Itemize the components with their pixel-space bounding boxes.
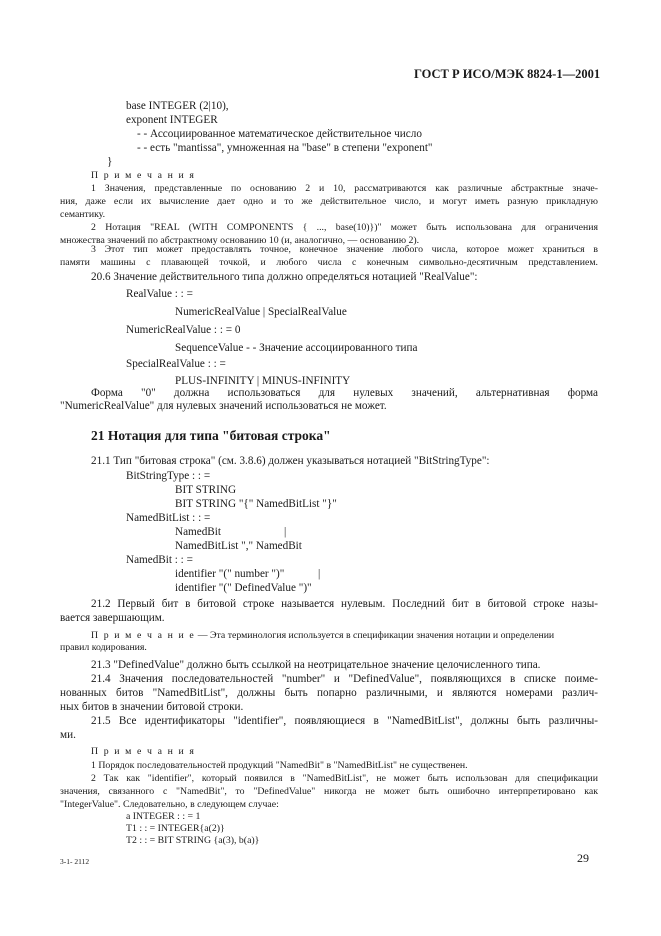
code-comment: - - есть "mantissa", умноженная на "base" в степени "exponent" bbox=[137, 142, 433, 154]
note-text: "IntegerValue". Следовательно, в следующем случае: bbox=[60, 799, 279, 810]
code-line: a INTEGER : : = 1 bbox=[126, 811, 201, 822]
note-text: значения, связанного с "NamedBit", то "DefinedValue" никогда не может быть ошибочно интерпретировано как bbox=[60, 786, 598, 797]
grammar-alternative: identifier "(" DefinedValue ")" bbox=[175, 582, 312, 594]
clause-text: ных битов в значении битовой строки. bbox=[60, 701, 244, 713]
note-text: ния, даже если их вычисление дает одно и то же действительное число, и могут иметь разную прикладную bbox=[60, 196, 598, 207]
grammar-production: BitStringType : : = bbox=[126, 470, 211, 482]
running-header: ГОСТ Р ИСО/МЭК 8824-1—2001 bbox=[414, 67, 601, 81]
code-line: T2 : : = BIT STRING {a(3), b(a)} bbox=[126, 835, 260, 846]
code-comment: - - Ассоциированное математическое действительное число bbox=[137, 128, 422, 140]
code-line-exponent: exponent INTEGER bbox=[126, 114, 218, 126]
grammar-alternative: BIT STRING "{" NamedBitList "}" bbox=[175, 498, 337, 510]
note-text: 2 Так как "identifier", который появился в "NamedBitList", не может быть использован для спецификации bbox=[91, 773, 598, 784]
note-text: семантику. bbox=[60, 209, 106, 220]
clause-text: 21.2 Первый бит в битовой строке называется нулевым. Последний бит в битовой строке назы- bbox=[91, 598, 598, 610]
grammar-production: SpecialRealValue : : = bbox=[126, 358, 226, 370]
note-text: множества значений по абстрактному основанию 10 (и, аналогично, — основанию 2). bbox=[60, 235, 420, 246]
note-label: П р и м е ч а н и е bbox=[91, 630, 196, 641]
clause-text: 21.3 "DefinedValue" должно быть ссылкой на неотрицательное значение целочисленного типа. bbox=[91, 659, 541, 671]
grammar-bar: | bbox=[318, 568, 321, 580]
clause-text: 21.1 Тип "битовая строка" (см. 3.8.6) должен указываться нотацией "BitStringType": bbox=[91, 455, 490, 467]
note-text: 2 Нотация "REAL (WITH COMPONENTS { ..., base(10)})" может быть использована для ограничения bbox=[91, 222, 598, 233]
clause-text: 21.5 Все идентификаторы "identifier", появляющиеся в "NamedBitList", должны быть различны- bbox=[91, 715, 598, 727]
code-line-base: base INTEGER (2|10), bbox=[126, 100, 229, 112]
note-text: правил кодирования. bbox=[60, 642, 147, 653]
grammar-production: NamedBitList : : = bbox=[126, 512, 211, 524]
grammar-production: RealValue : : = bbox=[126, 288, 193, 300]
section-heading: 21 Нотация для типа "битовая строка" bbox=[91, 428, 331, 443]
page-number: 29 bbox=[577, 851, 589, 865]
note-text: 1 Порядок последовательностей продукций "NamedBit" в "NamedBitList" не существенен. bbox=[91, 760, 468, 771]
grammar-alternative: NumericRealValue | SpecialRealValue bbox=[175, 306, 347, 318]
clause-text: 20.6 Значение действительного типа должно определяться нотацией "RealValue": bbox=[91, 271, 478, 283]
grammar-production: NamedBit : : = bbox=[126, 554, 193, 566]
grammar-production: NumericRealValue : : = 0 bbox=[126, 324, 241, 336]
clause-text: 21.4 Значения последовательностей "number" и "DefinedValue", появляющихся в списке поиме- bbox=[91, 673, 598, 685]
grammar-alternative: SequenceValue - - Значение ассоциированного типа bbox=[175, 342, 418, 354]
grammar-alternative: PLUS-INFINITY | MINUS-INFINITY bbox=[175, 375, 351, 387]
code-close-brace: } bbox=[107, 156, 113, 168]
notes-title: П р и м е ч а н и я bbox=[91, 746, 196, 757]
note-text: 3 Этот тип может предоставлять точное, конечное значение любого числа, которое может храниться в bbox=[91, 244, 598, 255]
clause-text: вается завершающим. bbox=[60, 612, 165, 624]
note-text: 1 Значения, представленные по основанию 2 и 10, рассматриваются как различные абстрактные значе- bbox=[91, 183, 598, 194]
notes-title: П р и м е ч а н и я bbox=[91, 170, 196, 181]
grammar-alternative: NamedBitList "," NamedBit bbox=[175, 540, 302, 552]
note-text: памяти машины с плавающей точкой, и любого числа с конечным символьно-десятичным представлением. bbox=[60, 257, 598, 268]
note-body: — Эта терминология используется в спецификации значения нотации и определении bbox=[195, 630, 555, 641]
note-text bbox=[91, 630, 554, 642]
clause-text: нованных битов "NamedBitList", должны быть попарно различными, и являются номерами различ- bbox=[60, 687, 598, 699]
grammar-bar: | bbox=[284, 526, 287, 538]
grammar-alternative: identifier "(" number ")" bbox=[175, 568, 285, 580]
clause-text: ми. bbox=[60, 729, 76, 741]
code-line: T1 : : = INTEGER{a(2)} bbox=[126, 823, 225, 834]
grammar-alternative: NamedBit bbox=[175, 526, 221, 538]
clause-text: Форма "0" должна использоваться для нулевых значений, альтернативная форма bbox=[91, 387, 598, 399]
clause-text: "NumericRealValue" для нулевых значений использоваться не может. bbox=[60, 400, 387, 412]
print-code: 3-1- 2112 bbox=[60, 857, 90, 866]
grammar-alternative: BIT STRING bbox=[175, 484, 237, 496]
